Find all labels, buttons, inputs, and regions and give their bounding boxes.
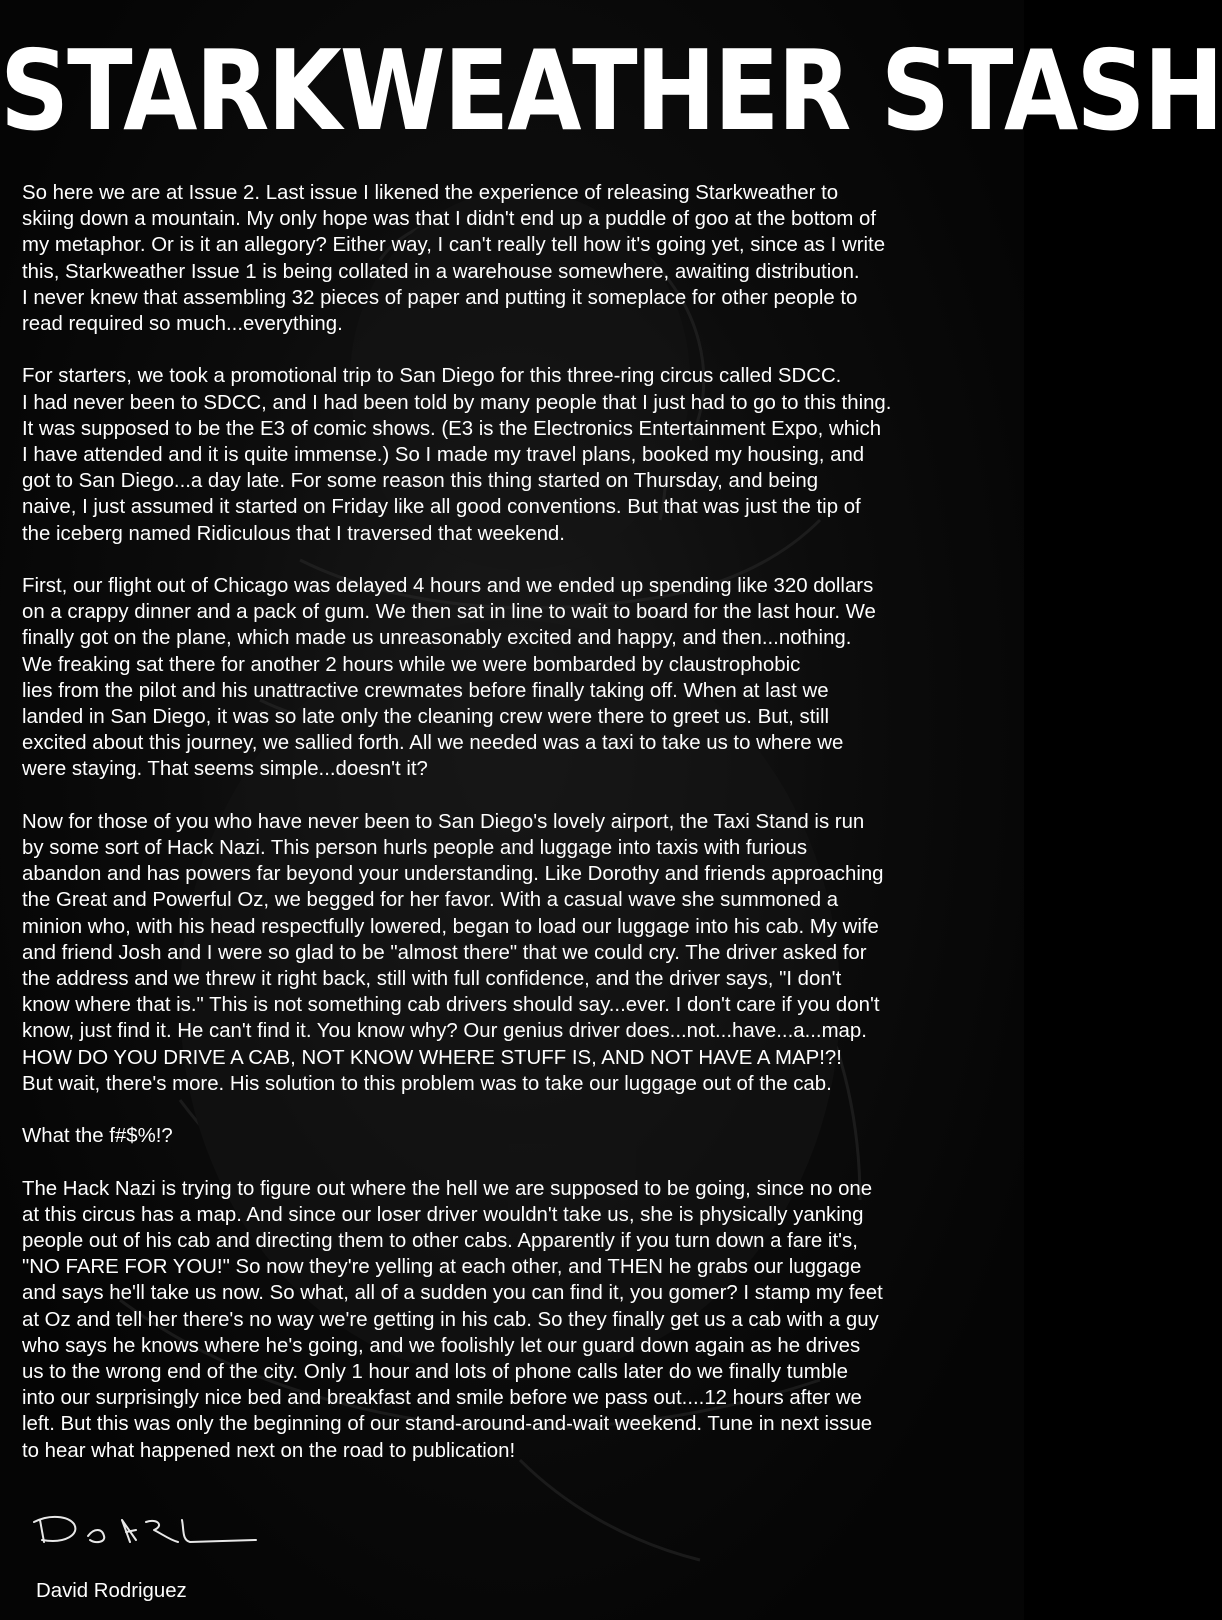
author-name: David Rodriguez [36,1580,187,1602]
paragraph: First, our flight out of Chicago was delayed 4 hours and we ended up spending like 320 dollars on a crappy dinner and a pack of gum. We then sat in line to wait to board for the last hour. We finally got on the plane, which made us unreasonably excited and happy, and then...nothing. We freaking sat there for another 2 hours while we were bombarded by claustrophobic lies from the pilot and his unattractive crewmates before finally taking off. When at last we landed in San Diego, it was so late only the cleaning crew were there to greet us. But, still excited about this journey, we sallied forth. All we needed was a taxi to take us to where we were staying. That seems simple...doesn't it? [22,575,876,781]
paragraph: For starters, we took a promotional trip to San Diego for this three-ring circus called SDCC. I had never been to SDCC, and I had been told by many people that I just had to go to this thing. It was supposed to be the E3 of comic shows. (E3 is the Electronics Entertainment Expo, which I have attended and it is quite immense.) So I made my travel plans, booked my housing, and got to San Diego...a day late. For some reason this thing started on Thursday, and being naive, I just assumed it started on Friday like all good conventions. But that was just the tip of the iceberg named Ridiculous that I traversed that weekend. [22,365,892,545]
paragraph: Now for those of you who have never been to San Diego's lovely airport, the Taxi Stand is run by some sort of Hack Nazi. This person hurls people and luggage into taxis with furious abandon and has powers far beyond your understanding. Like Dorothy and friends approaching the Great and Powerful Oz, we begged for her favor. With a casual wave she summoned a minion who, with his head respectfully lowered, began to load our luggage into his cab. My wife and friend Josh and I were so glad to be "almost there" that we could cry. The driver asked for the address and we threw it right back, still with full confidence, and the driver says, "I don't know where that is." This is not something cab drivers should say...ever. I don't care if you don't know, just find it. He can't find it. You know why? Our genius driver does...not...have...a...map. HOW DO YOU DRIVE A CAB, NOT KNOW WHERE STUFF IS, AND NOT HAVE A MAP!?! But wait, there's more. His solution to this problem was to take our luggage out of the cab. [22,810,884,1095]
paragraph: The Hack Nazi is trying to figure out where the hell we are supposed to be going, since no one at this circus has a map. And since our loser driver wouldn't take us, she is physically yanking people out of his cab and directing them to other cabs. Apparently if you turn down a fare it's, "NO FARE FOR YOU!" So now they're yelling at each other, and THEN he grabs our luggage and says he'll take us now. So what, all of a sudden you can find it, you gomer? I stamp my feet at Oz and tell her there's no way we're getting in his cab. So they finally get us a cab with a guy who says he knows where he's going, and we foolishly let our guard down again as he drives us to the wrong end of the city. Only 1 hour and lots of phone calls later do we finally tumble into our surprisingly nice bed and breakfast and smile before we pass out....12 hours after we left. But this was only the beginning of our stand-around-and-wait weekend. Tune in next issue to hear what happened next on the road to publication! [22,1177,883,1462]
paragraph: What the f#$%!? [22,1125,173,1148]
paragraph: So here we are at Issue 2. Last issue I likened the experience of releasing Starkweather to skiing down a mountain. My only hope was that I didn't end up a puddle of goo at the bottom of my metaphor. Or is it an allegory? Either way, I can't really tell how it's going yet, since as I write this, Starkweather Issue 1 is being collated in a warehouse somewhere, awaiting distribution. I never knew that assembling 32 pieces of paper and putting it someplace for other people to read required so much...everything. [22,182,886,336]
signature-image [30,1500,260,1560]
article-body [22,180,1012,1490]
page-title: STARKWEATHER STASH [0,26,1222,156]
